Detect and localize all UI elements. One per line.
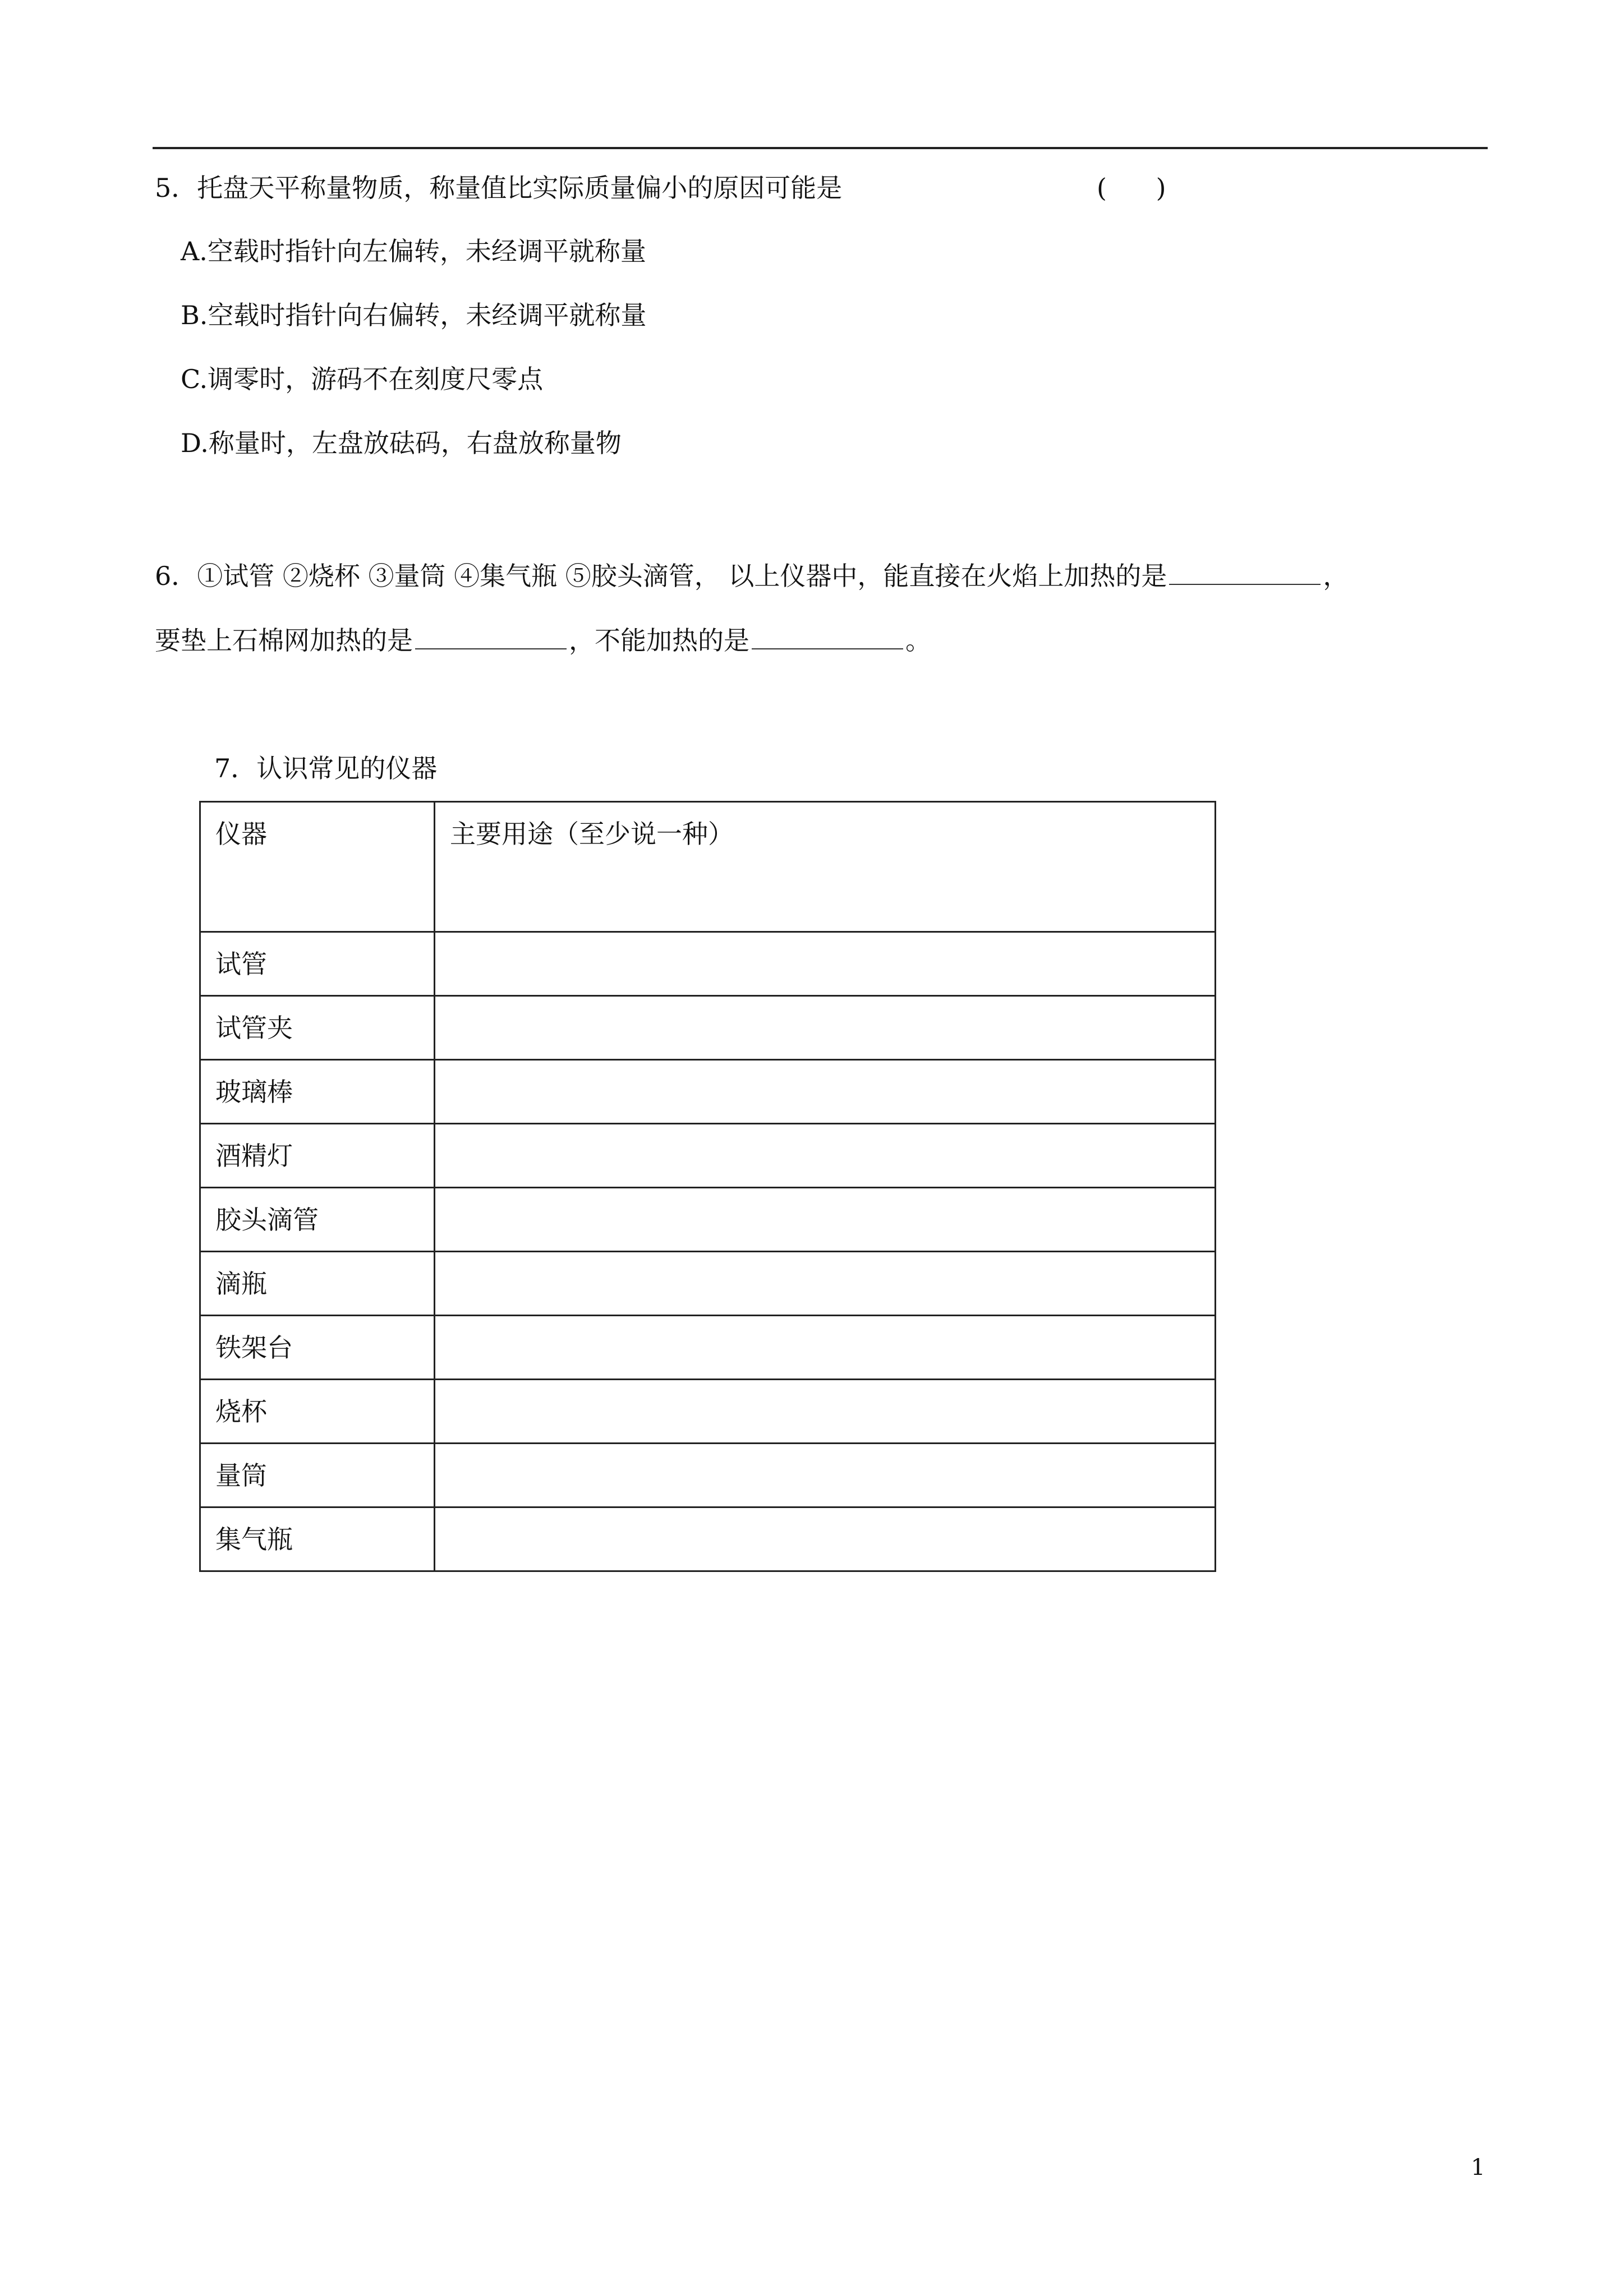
use-answer-cell[interactable] (435, 1188, 1216, 1252)
header-main-use: 主要用途（至少说一种） (435, 802, 1216, 932)
use-answer-cell[interactable] (435, 996, 1216, 1060)
question-7-title: 7．认识常见的仪器 (214, 753, 438, 783)
instrument-table (199, 801, 1216, 1572)
table-row (200, 1380, 1216, 1444)
table-row (200, 1124, 1216, 1188)
use-answer-cell[interactable] (435, 1507, 1216, 1571)
use-answer-cell[interactable] (435, 1316, 1216, 1380)
instrument-name: 试管夹 (200, 996, 435, 1060)
table-row (200, 1060, 1216, 1124)
question-6-stem: 6．①试管 ②烧杯 ③量筒 ④集气瓶 ⑤胶头滴管， 以上仪器中，能直接在火焰上加热的是 (155, 561, 1167, 591)
answer-blank-gauze-heat[interactable] (415, 624, 567, 649)
table-row (200, 996, 1216, 1060)
instrument-name: 酒精灯 (200, 1124, 435, 1188)
table-row (200, 1507, 1216, 1571)
instrument-name: 量筒 (200, 1444, 435, 1507)
table-row (200, 1444, 1216, 1507)
instrument-name: 胶头滴管 (200, 1188, 435, 1252)
question-6-line-2 (155, 624, 931, 657)
table-row (200, 932, 1216, 996)
instrument-name: 滴瓶 (200, 1252, 435, 1316)
question-5-answer-paren: ( ) (1097, 173, 1166, 203)
use-answer-cell[interactable] (435, 1124, 1216, 1188)
use-answer-cell[interactable] (435, 1252, 1216, 1316)
table-header-row (200, 802, 1216, 932)
instrument-name: 烧杯 (200, 1380, 435, 1444)
table-row (200, 1252, 1216, 1316)
answer-blank-no-heat[interactable] (752, 624, 903, 649)
header-instrument: 仪器 (200, 802, 435, 932)
question-6-part-2: 要垫上石棉网加热的是 (155, 625, 413, 656)
page-number: 1 (1471, 2155, 1485, 2180)
table-row (200, 1316, 1216, 1380)
instrument-name: 铁架台 (200, 1316, 435, 1380)
instrument-name: 玻璃棒 (200, 1060, 435, 1124)
use-answer-cell[interactable] (435, 1380, 1216, 1444)
instrument-name: 集气瓶 (200, 1507, 435, 1571)
question-5-stem: 5．托盘天平称量物质，称量值比实际质量偏小的原因可能是 (155, 173, 843, 203)
question-6-part-3: ，不能加热的是 (569, 625, 749, 656)
question-5-option-a: A.空载时指针向左偏转，未经调平就称量 (181, 236, 646, 266)
table-row (200, 1188, 1216, 1252)
question-6-line-1 (155, 559, 1349, 593)
question-6-line1-end: ， (1323, 561, 1349, 591)
question-5-option-d: D.称量时，左盘放砝码，右盘放称量物 (181, 428, 622, 458)
answer-blank-direct-heat[interactable] (1169, 559, 1321, 585)
question-6-line2-end: 。 (905, 625, 931, 656)
header-rule (153, 147, 1488, 149)
use-answer-cell[interactable] (435, 932, 1216, 996)
use-answer-cell[interactable] (435, 1444, 1216, 1507)
instrument-name: 试管 (200, 932, 435, 996)
question-5-option-b: B.空载时指针向右偏转，未经调平就称量 (181, 300, 647, 330)
question-5-option-c: C.调零时，游码不在刻度尺零点 (181, 364, 544, 394)
use-answer-cell[interactable] (435, 1060, 1216, 1124)
